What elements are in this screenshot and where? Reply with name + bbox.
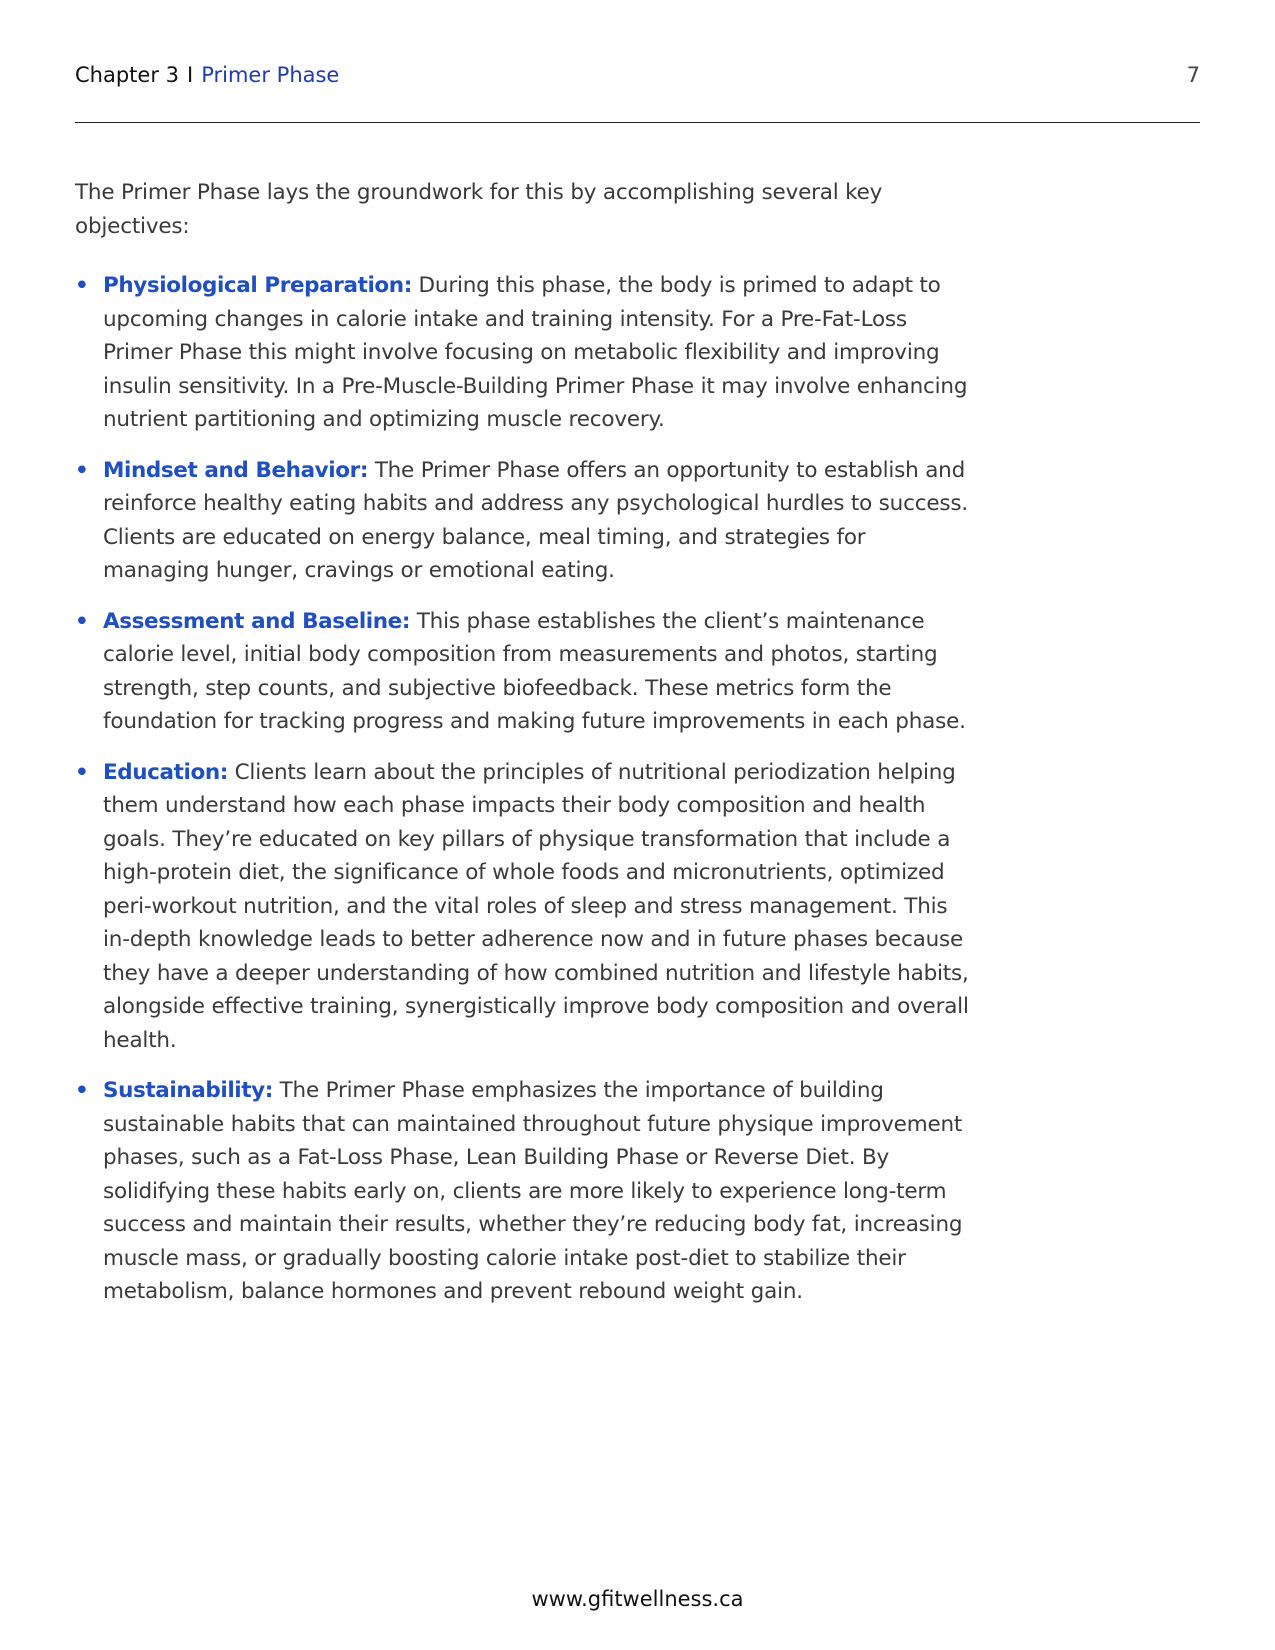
header-separator: I <box>187 63 194 87</box>
bullet-term: Mindset and Behavior: <box>103 457 369 483</box>
list-item-mindset-and-behavior <box>75 454 975 588</box>
page-number: 7 <box>1186 63 1200 87</box>
bullet-text: The Primer Phase offers an opportunity to establish and reinforce healthy eating habits and address any psychological hurdles to success. Clients are educated on energy balance, meal timing, and strategies for managing hunger, cravings or emotional eating. <box>103 457 969 583</box>
bullet-term: Physiological Preparation: <box>103 273 412 298</box>
section-title: Primer Phase <box>201 63 340 87</box>
main-content <box>75 176 975 1326</box>
bullet-text: This phase establishes the client’s maintenance calorie level, initial body composition from measurements and photos, starting strength, step counts, and subjective biofeedback. These metrics form the foundation for tracking progress and making future improvements in each phase. <box>103 608 966 734</box>
bullet-icon: • <box>75 1078 89 1103</box>
list-item-sustainability <box>75 1074 975 1309</box>
bullet-term: Assessment and Baseline: <box>103 608 411 634</box>
objectives-list <box>75 269 975 1309</box>
bullet-text: Clients learn about the principles of nutritional periodization helping them understand how each phase impacts their body composition and health goals. They’re educated on key pillars of physique transformation that include a high-protein diet, the significance of whole foods and micronutrients, optimized peri-workout nutrition, and the vital roles of sleep and stress management. This in-depth knowledge leads to better adherence now and in future phases because they have a deeper understanding of how combined nutrition and lifestyle habits, alongside effective training, synergistically improve body composition and overall health. <box>103 759 969 1053</box>
intro-paragraph: The Primer Phase lays the groundwork for this by accomplishing several key objectives: <box>75 180 883 239</box>
bullet-term: Sustainability: <box>103 1078 273 1103</box>
bullet-text: During this phase, the body is primed to adapt to upcoming changes in calorie intake and training intensity. For a Pre-Fat-Loss Primer Phase this might involve focusing on metabolic flexibility and improving insulin sensitivity. In a Pre-Muscle-Building Primer Phase it may involve enhancing nutrient partitioning and optimizing muscle recovery. <box>103 273 968 432</box>
bullet-term: Education: <box>103 759 228 785</box>
list-item-physiological-preparation <box>75 269 975 437</box>
footer-url: www.gfitwellness.ca <box>531 1587 744 1611</box>
bullet-icon: • <box>75 759 89 785</box>
bullet-icon: • <box>75 273 89 298</box>
list-item-education <box>75 756 975 1058</box>
bullet-icon: • <box>75 457 89 483</box>
list-item-assessment-and-baseline <box>75 605 975 739</box>
header-divider <box>75 122 1200 123</box>
chapter-label: Chapter 3 <box>75 63 179 87</box>
page-header <box>75 60 1200 90</box>
bullet-text: The Primer Phase emphasizes the importance of building sustainable habits that can maintained throughout future physique improvement phases, such as a Fat-Loss Phase, Lean Building Phase or Reverse Diet. By solidifying these habits early on, clients are more likely to experience long-term success and maintain their results, whether they’re reducing body fat, increasing muscle mass, or gradually boosting calorie intake post-diet to stabilize their metabolism, balance hormones and prevent rebound weight gain. <box>103 1078 963 1304</box>
bullet-icon: • <box>75 608 89 634</box>
